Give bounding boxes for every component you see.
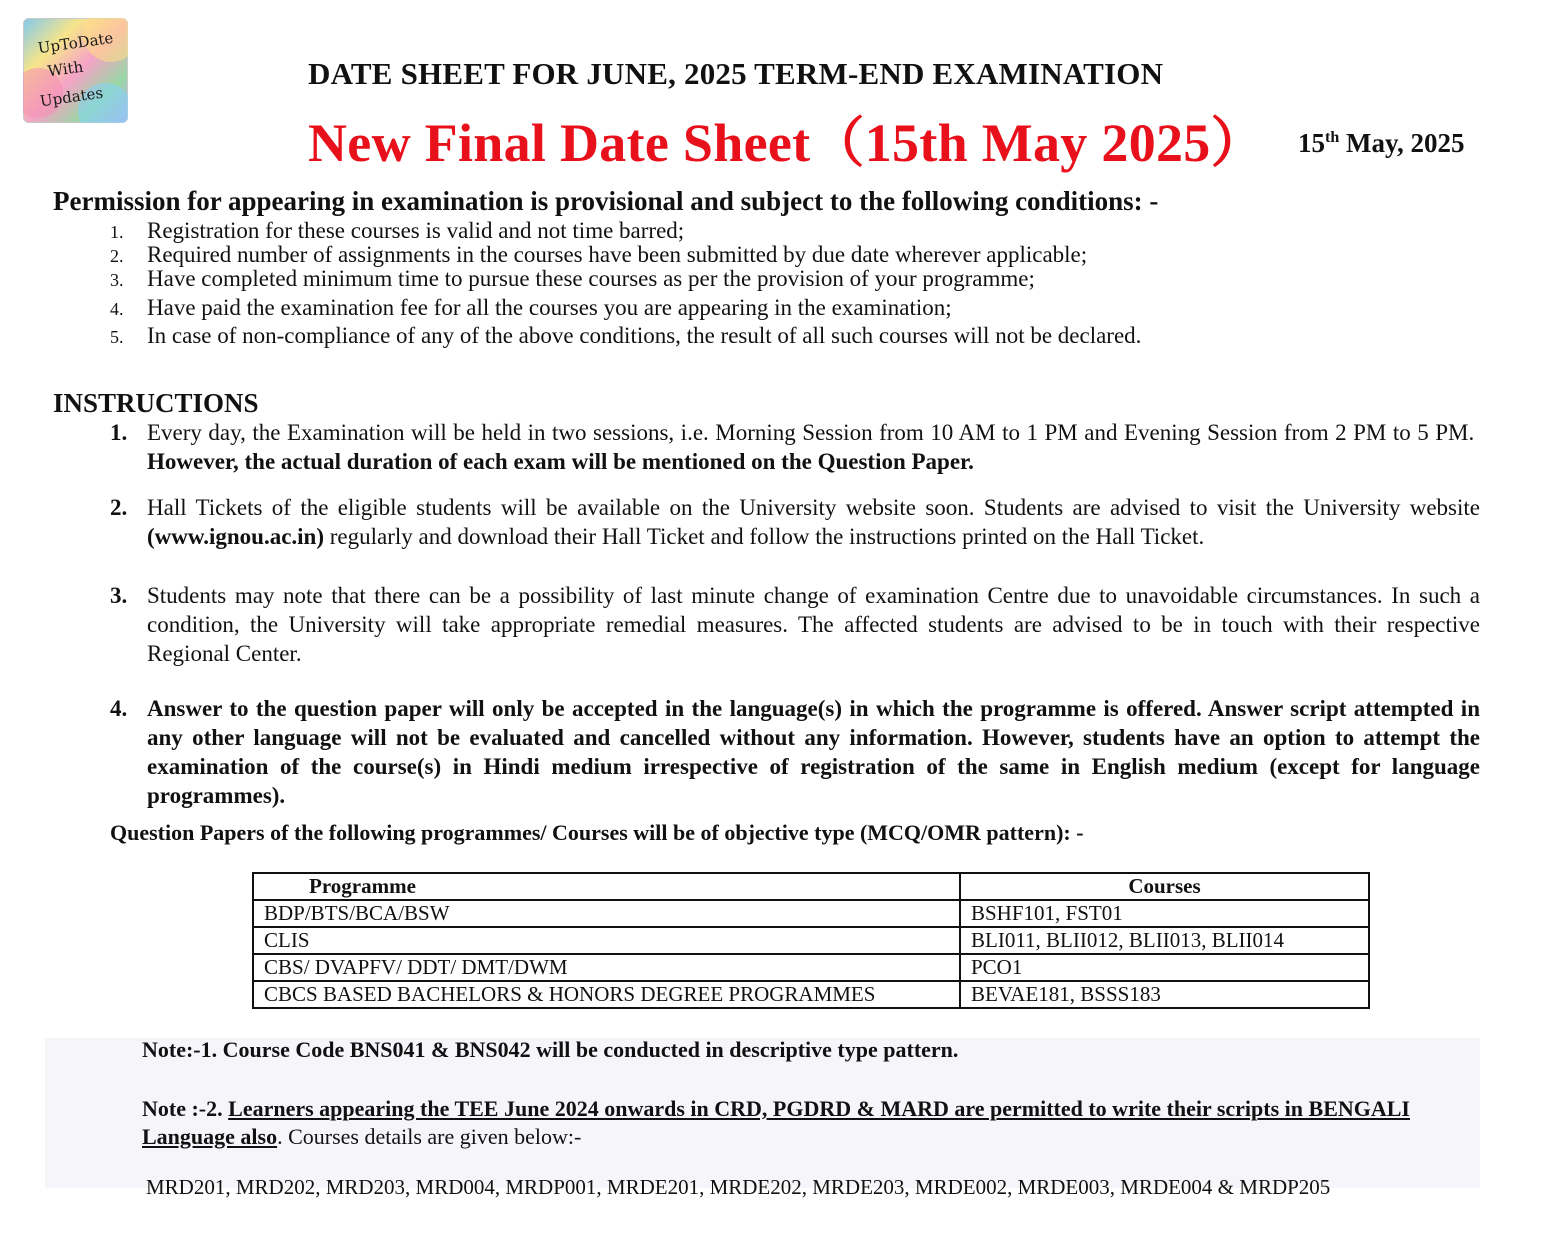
instruction-number: 1.: [110, 420, 128, 445]
mcq-intro: Question Papers of the following programmes/ Courses will be of objective type (MCQ/OMR pattern): -: [110, 820, 1084, 845]
programme-cell: CBS/ DVAPFV/ DDT/ DMT/DWM: [253, 954, 960, 981]
instruction-item: [110, 694, 1480, 810]
table-header-row: [253, 873, 1369, 900]
condition-number: 4.: [110, 299, 124, 319]
instruction-number: 2.: [110, 495, 128, 520]
column-header-programme: Programme: [253, 873, 960, 900]
condition-number: 5.: [110, 327, 124, 347]
instruction-item: [110, 581, 1480, 668]
note-1: Note:-1. Course Code BNS041 & BNS042 will be conducted in descriptive type pattern.: [142, 1037, 959, 1062]
courses-cell: BEVAE181, BSSS183: [960, 981, 1369, 1008]
logo-line-1: UpToDate: [36, 28, 115, 58]
courses-cell: BSHF101, FST01: [960, 900, 1369, 927]
instruction-number: 3.: [110, 583, 128, 608]
note-2: [142, 1095, 1472, 1151]
condition-number: 2.: [110, 246, 124, 266]
column-header-courses: Courses: [960, 873, 1369, 900]
date-day: 15: [1298, 128, 1325, 158]
programme-cell: BDP/BTS/BCA/BSW: [253, 900, 960, 927]
page-title: DATE SHEET FOR JUNE, 2025 TERM-END EXAMINATION: [308, 56, 1164, 91]
bengali-course-list: MRD201, MRD202, MRD203, MRD004, MRDP001, MRDE201, MRDE202, MRDE203, MRDE002, MRDE003, MRDE004 & MRDP205: [146, 1175, 1331, 1199]
instruction-text: Hall Tickets of the eligible students will be available on the University website soon. Students are advised to visit the University website: [147, 495, 1480, 520]
table-row: [253, 927, 1369, 954]
table-row: [253, 900, 1369, 927]
instruction-bold-text: Answer to the question paper will only be accepted in the language(s) in which the programme is offered. Answer script attempted in any other language will not be evaluated and cancelled without any information. However, students have an option to attempt the examination of the course(s) in Hindi medium irrespective of registration of the same in English medium (except for language programmes).: [147, 696, 1480, 808]
condition-text: Have paid the examination fee for all the courses you are appearing in the examination;: [147, 295, 952, 320]
table-row: [253, 981, 1369, 1008]
page-subtitle: New Final Date Sheet（15th May 2025）: [308, 113, 1265, 173]
condition-number: 3.: [110, 270, 124, 290]
programme-cell: CBCS BASED BACHELORS & HONORS DEGREE PROGRAMMES: [253, 981, 960, 1008]
condition-text: Registration for these courses is valid and not time barred;: [147, 218, 685, 243]
courses-cell: PCO1: [960, 954, 1369, 981]
instruction-item: [110, 418, 1480, 476]
note-2-bengali-permission: Learners appearing the TEE June 2024 onwards in CRD, PGDRD & MARD are permitted to write their scripts in BENGALI Language also: [142, 1096, 1410, 1149]
condition-text: Have completed minimum time to pursue these courses as per the provision of your programme;: [147, 266, 1035, 291]
date-rest: May, 2025: [1339, 128, 1465, 158]
date-suffix: th: [1325, 129, 1340, 146]
permission-heading: Permission for appearing in examination is provisional and subject to the following conditions: -: [53, 186, 1159, 216]
instruction-number: 4.: [110, 696, 128, 721]
uptodate-logo: [23, 18, 128, 123]
note-2-prefix: Note :-2.: [142, 1096, 223, 1121]
courses-cell: BLI011, BLII012, BLII013, BLII014: [960, 927, 1369, 954]
logo-line-3: Updates: [38, 83, 105, 111]
note-2-suffix: . Courses details are given below:-: [277, 1124, 582, 1149]
condition-text: In case of non-compliance of any of the above conditions, the result of all such courses will not be declared.: [147, 323, 1142, 348]
instruction-item: [110, 493, 1480, 551]
programme-cell: CLIS: [253, 927, 960, 954]
table-row: [253, 954, 1369, 981]
instruction-text: Every day, the Examination will be held in two sessions, i.e. Morning Session from 10 AM to 1 PM and Evening Session from 2 PM to 5 PM.: [147, 420, 1475, 445]
instructions-heading: INSTRUCTIONS: [53, 388, 259, 418]
logo-line-2: With: [46, 57, 85, 81]
condition-text: Required number of assignments in the courses have been submitted by due date wherever applicable;: [147, 242, 1088, 267]
mcq-programme-table: [252, 872, 1370, 1009]
instruction-bold-text: However, the actual duration of each exam will be mentioned on the Question Paper.: [147, 449, 974, 474]
instruction-text: regularly and download their Hall Ticket and follow the instructions printed on the Hall Ticket.: [329, 524, 1205, 549]
condition-number: 1.: [110, 222, 124, 242]
instruction-text: Students may note that there can be a possibility of last minute change of examination Centre due to unavoidable circumstances. In such a condition, the University will take appropriate remedial measures. The affected students are advised to be in touch with their respective Regional Center.: [147, 583, 1480, 666]
issue-date: [1298, 128, 1464, 159]
university-website: (www.ignou.ac.in): [147, 524, 324, 549]
